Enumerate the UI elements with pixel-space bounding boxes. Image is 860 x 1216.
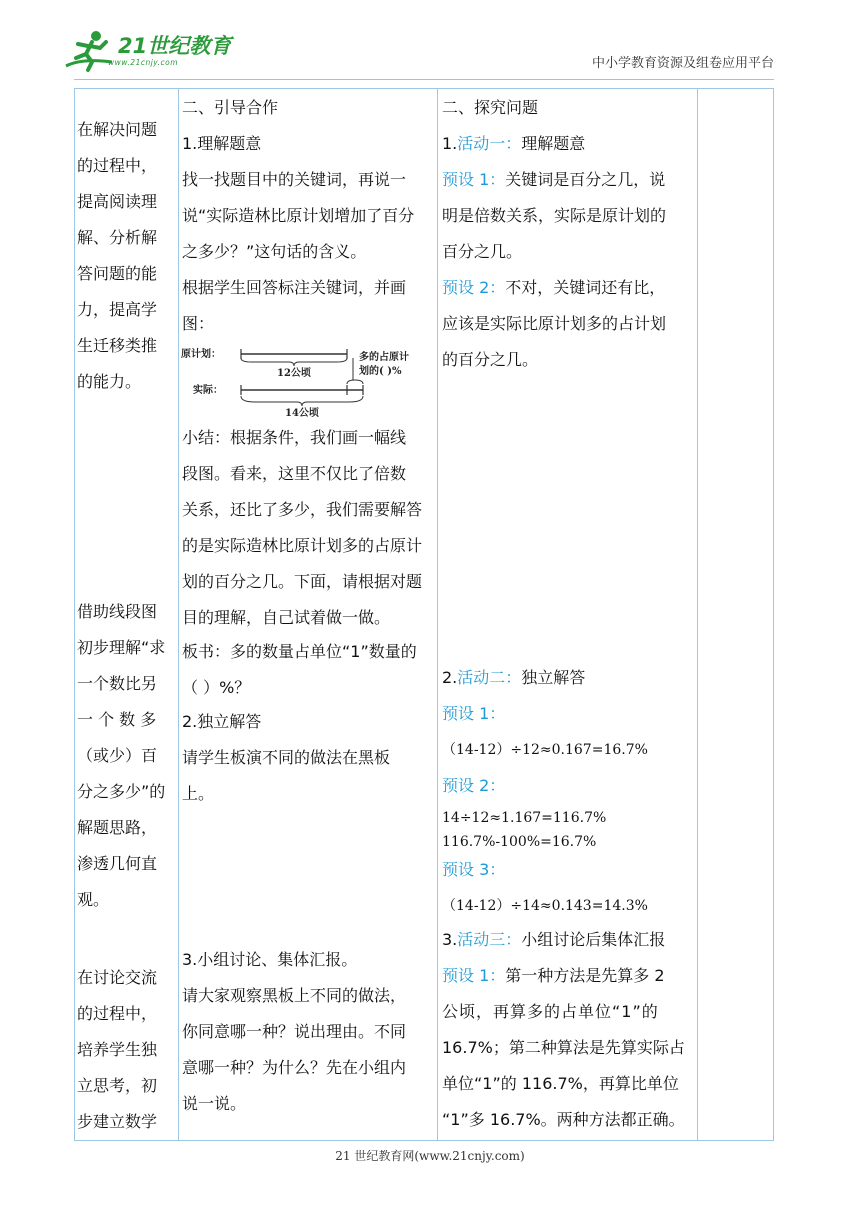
goal-text: 在解决问题 — [77, 120, 158, 139]
goal-text: 一个数比另 — [77, 674, 158, 693]
runner-logo-icon — [62, 28, 122, 74]
goal-text: 的过程中， — [77, 156, 158, 175]
preset-label: 预设 1： — [442, 704, 506, 723]
activity-number: 1. — [442, 134, 458, 153]
formula: 14÷12≈1.167=116.7% — [442, 810, 607, 826]
goal-text: 观。 — [77, 890, 110, 909]
segment-graph — [181, 346, 431, 420]
body-text: 请学生板演不同的做法在黑板 — [182, 748, 391, 767]
plan-value: 12公顷 — [277, 368, 311, 379]
body-text: 根据学生回答标注关键词，并画 — [182, 278, 407, 297]
body-text: 上。 — [182, 784, 215, 803]
goal-text: 借助线段图 — [77, 602, 158, 621]
body-text: 之多少？”这句话的含义。 — [182, 242, 367, 261]
preset-text: 关键词是百分之几，说 — [505, 170, 666, 189]
goal-text: 分之多少”的 — [77, 782, 166, 801]
activity-heading — [442, 929, 665, 951]
activity-heading — [442, 133, 585, 155]
actual-value: 14公顷 — [285, 408, 319, 419]
body-text: 说一说。 — [182, 1094, 247, 1113]
goal-text: 培养学生独 — [77, 1040, 158, 1059]
activity-label: 活动一： — [457, 134, 522, 153]
body-text: 段图。看来，这里不仅比了倍数 — [182, 464, 407, 483]
goal-text: 初步理解“求 — [77, 638, 166, 657]
activity-number: 2. — [442, 668, 458, 687]
activity-title: 理解题意 — [521, 134, 586, 153]
subsection-title: 1.理解题意 — [182, 134, 262, 153]
preset-text: 单位“1”的 116.7%，再算比单位 — [442, 1074, 679, 1093]
body-text: 你同意哪一种？说出理由。不同 — [182, 1022, 407, 1041]
preset-text: 公顷，再算多的占单位“1”的 — [442, 1002, 659, 1021]
goal-text: 解、分析解 — [77, 228, 158, 247]
body-text: 关系，还比了多少，我们需要解答 — [182, 500, 423, 519]
body-text: 找一找题目中的关键词，再说一 — [182, 170, 407, 189]
activity-label: 活动三： — [457, 930, 522, 949]
body-text: 的是实际造林比原计划多的占原计 — [182, 536, 423, 555]
page-footer: 21 世纪教育网(www.21cnjy.com) — [335, 1149, 525, 1163]
section-title: 二、探究问题 — [442, 98, 539, 117]
formula: 116.7%-100%=16.7% — [442, 834, 597, 850]
preset-text: 第一种方法是先算多 2 — [505, 966, 665, 985]
goal-text: 在讨论交流 — [77, 968, 158, 987]
activity-title: 独立解答 — [521, 668, 586, 687]
goal-text: 立思考，初 — [77, 1076, 158, 1095]
goal-text: 提高阅读理 — [77, 192, 158, 211]
line-segment-diagram — [181, 346, 431, 420]
body-text: 意哪一种？为什么？先在小组内 — [182, 1058, 407, 1077]
goal-text: 步建立数学 — [77, 1112, 158, 1131]
preset-text: “1”多 16.7%。两种方法都正确。 — [442, 1110, 685, 1129]
body-text: 请大家观察黑板上不同的做法， — [182, 986, 407, 1005]
plan-label: 原计划： — [181, 349, 221, 360]
board-note: 板书：多的数量占单位“1”数量的 — [182, 642, 417, 661]
diagram-note: 划的( )% — [359, 366, 402, 377]
actual-label: 实际： — [193, 385, 223, 396]
preset-label: 预设 2： — [442, 776, 506, 795]
column-divider — [697, 89, 698, 1140]
preset-line — [442, 169, 665, 191]
goal-text: 生迁移类推 — [77, 336, 158, 355]
lesson-table — [74, 88, 774, 1141]
body-text: 小结：根据条件，我们画一幅线 — [182, 428, 407, 447]
diagram-note: 多的占原计 — [359, 352, 409, 363]
preset-label: 预设 1： — [442, 170, 506, 189]
activity-number: 3. — [442, 930, 458, 949]
header-divider — [74, 79, 774, 80]
formula: （14-12）÷14≈0.143=14.3% — [442, 898, 648, 914]
subsection-title: 3.小组讨论、集体汇报。 — [182, 950, 358, 969]
logo-text: 21世纪教育 — [118, 34, 232, 58]
goal-text: 解题思路， — [77, 818, 158, 837]
goal-text: 力，提高学 — [77, 300, 158, 319]
subsection-title: 2.独立解答 — [182, 712, 262, 731]
preset-label: 预设 3： — [442, 860, 506, 879]
preset-label: 预设 1： — [442, 966, 506, 985]
goal-text: 答问题的能 — [77, 264, 158, 283]
preset-text: 应该是实际比原计划多的占计划 — [442, 314, 667, 333]
activity-heading — [442, 667, 585, 689]
column-divider — [437, 89, 438, 1140]
activity-title: 小组讨论后集体汇报 — [521, 930, 666, 949]
formula: （14-12）÷12≈0.167=16.7% — [442, 742, 648, 758]
preset-text: 百分之几。 — [442, 242, 523, 261]
body-text: 目的理解，自己试着做一做。 — [182, 608, 391, 627]
goal-text: 的能力。 — [77, 372, 142, 391]
board-note: （ ）%？ — [182, 678, 251, 697]
activity-label: 活动二： — [457, 668, 522, 687]
preset-text: 的百分之几。 — [442, 350, 539, 369]
section-title: 二、引导合作 — [182, 98, 279, 117]
preset-label: 预设 2： — [442, 278, 506, 297]
preset-text: 16.7%；第二种算法是先算实际占 — [442, 1038, 685, 1057]
body-text: 图： — [182, 314, 215, 333]
header-tagline: 中小学教育资源及组卷应用平台 — [591, 56, 774, 71]
goal-text: （或少）百 — [77, 746, 158, 765]
preset-text: 不对，关键词还有比， — [505, 278, 666, 297]
body-text: 划的百分之几。下面，请根据对题 — [182, 572, 423, 591]
body-text: 说“实际造林比原计划增加了百分 — [182, 206, 415, 225]
logo-url: www.21cnjy.com — [108, 58, 179, 67]
goal-text: 一 个 数 多 — [77, 710, 157, 729]
preset-line — [442, 965, 665, 987]
goal-text: 渗透几何直 — [77, 854, 158, 873]
site-logo — [62, 28, 232, 76]
column-divider — [178, 89, 179, 1140]
goal-text: 的过程中， — [77, 1004, 158, 1023]
preset-text: 明是倍数关系，实际是原计划的 — [442, 206, 667, 225]
preset-line — [442, 277, 665, 299]
